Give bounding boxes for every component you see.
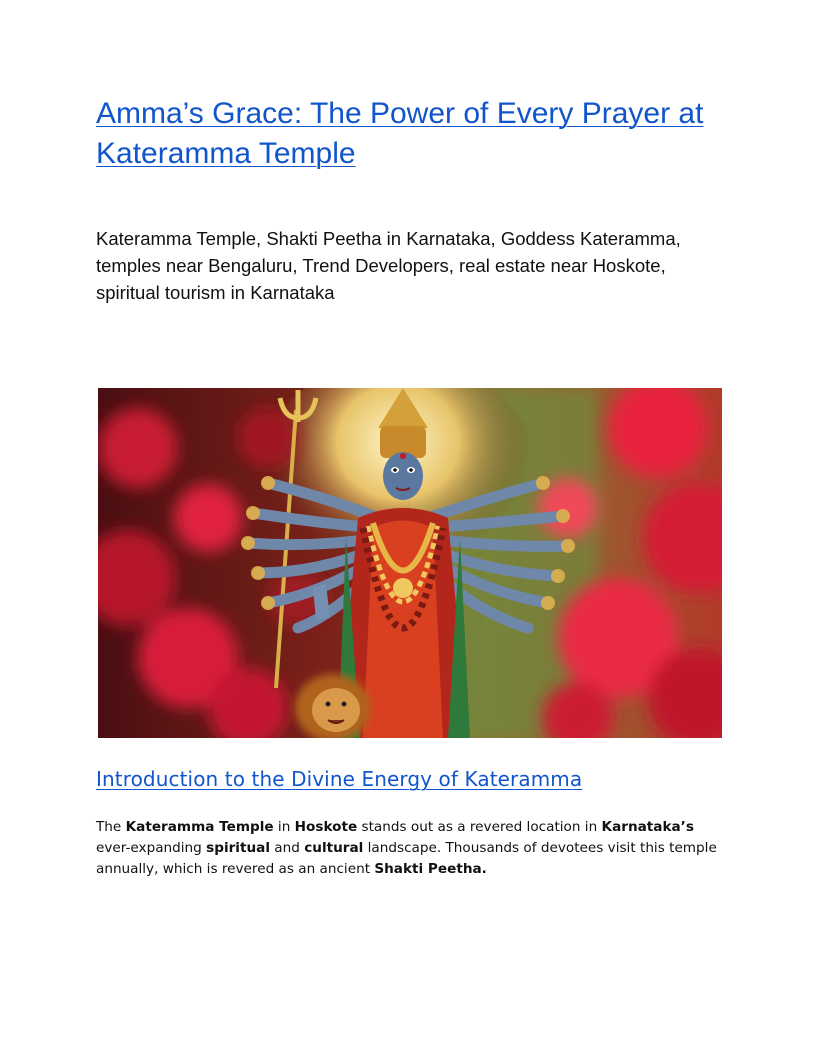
intro-bold: Karnataka’s — [601, 819, 694, 835]
intro-paragraph — [96, 817, 721, 880]
keywords-paragraph: Kateramma Temple, Shakti Peetha in Karnataka, Goddess Kateramma, temples near Bengaluru, Trend Developers, real estate near Hoskote, spiritual tourism in Karnataka — [96, 228, 681, 303]
intro-text: The — [96, 819, 126, 835]
intro-text: ever-expanding — [96, 840, 207, 856]
intro-text: stands out as a revered location in — [357, 819, 602, 835]
section-heading-link[interactable]: Introduction to the Divine Energy of Kateramma — [96, 767, 583, 791]
intro-bold: Hoskote — [294, 819, 358, 835]
intro-bold: Kateramma Temple — [125, 819, 274, 835]
intro-text: landscape. Thousands of devotees visit this temple annually, which is revered as an ancient — [96, 840, 717, 877]
intro-text: in — [273, 819, 295, 835]
goddess-illustration — [98, 388, 722, 738]
document-title-link[interactable]: Amma’s Grace: The Power of Every Prayer at Kateramma Temple — [96, 97, 704, 170]
intro-bold: cultural — [304, 840, 364, 856]
intro-bold: Shakti Peetha. — [374, 861, 487, 877]
intro-bold: spiritual — [206, 840, 270, 856]
intro-text: and — [269, 840, 305, 856]
hero-image — [98, 388, 722, 738]
